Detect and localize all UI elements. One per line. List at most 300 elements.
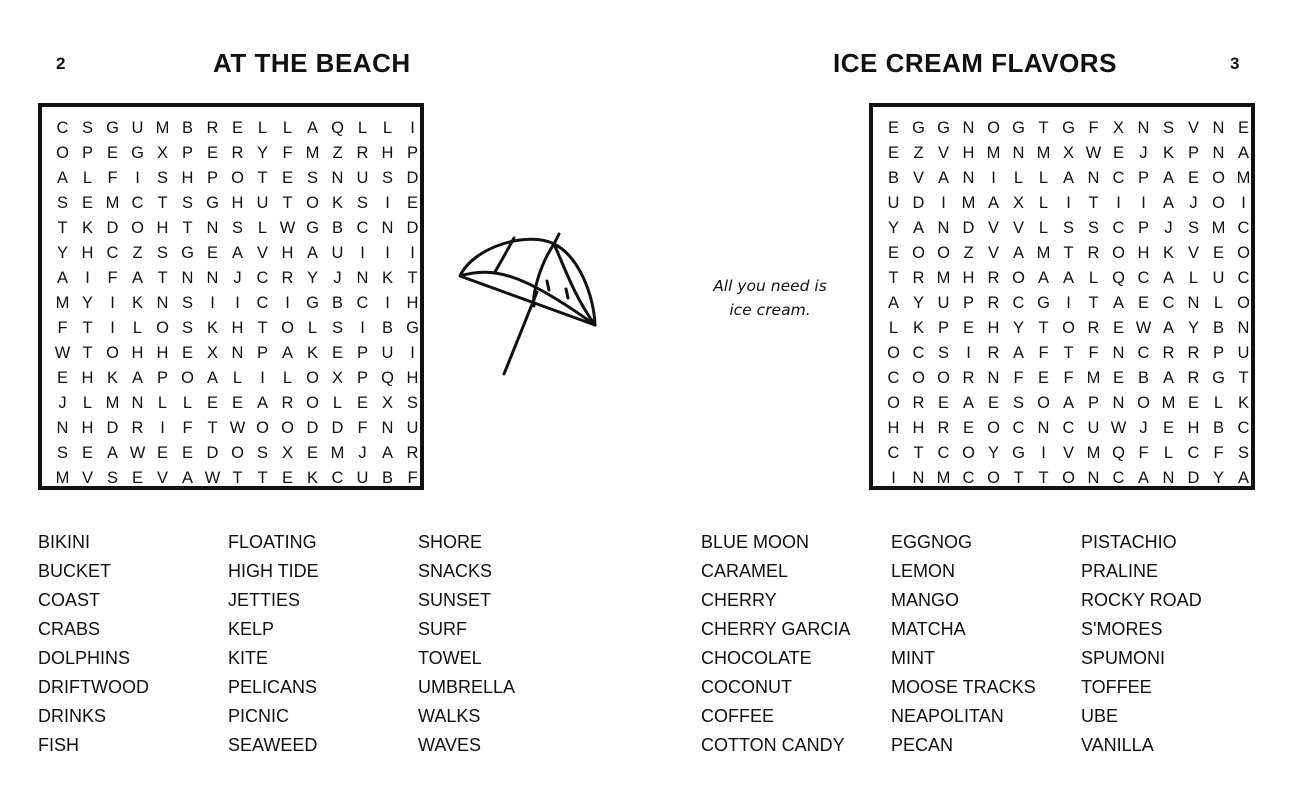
ice-cream-grid-letter: M [1211, 219, 1226, 237]
beach-grid-letter: A [56, 169, 68, 187]
beach-grid-letter: A [381, 444, 393, 462]
ice-cream-grid-letter: Y [887, 219, 899, 237]
ice-cream-grid-letter: O [1212, 194, 1225, 212]
ice-cream-word-list-item: CARAMEL [701, 561, 789, 581]
ice-cream-grid-letter: T [1013, 469, 1024, 487]
ice-cream-word-list-item: COCONUT [701, 677, 792, 697]
beach-grid-letter: B [381, 319, 393, 337]
beach-grid-letter: H [381, 144, 394, 162]
beach-grid-letter: S [181, 294, 193, 312]
beach-grid-letter: Z [132, 244, 143, 262]
beach-grid-letter: J [233, 269, 242, 287]
beach-grid-letter: M [105, 194, 120, 212]
beach-grid-letter: I [235, 294, 240, 312]
ice-cream-grid-letter: A [962, 394, 974, 412]
ice-cream-grid-letter: S [1087, 219, 1099, 237]
beach-grid-letter: N [206, 219, 219, 237]
beach-word-list-item: DOLPHINS [38, 648, 131, 668]
ice-cream-grid-letter: I [991, 169, 996, 187]
ice-cream-grid-letter: K [1237, 394, 1249, 412]
ice-cream-grid-letter: C [887, 444, 900, 462]
ice-cream-grid-letter: U [1087, 419, 1100, 437]
ice-cream-grid-letter: L [1038, 219, 1049, 237]
ice-cream-grid-letter: A [1237, 144, 1249, 162]
beach-grid-letter: T [157, 194, 168, 212]
beach-grid-letter: B [331, 219, 343, 237]
ice-cream-grid-letter: W [1110, 419, 1127, 437]
beach-grid-letter: L [257, 219, 268, 237]
ice-cream-grid-letter: M [1036, 144, 1051, 162]
beach-grid-letter: H [81, 244, 94, 262]
ice-cream-grid-letter: C [1137, 269, 1150, 287]
ice-cream-grid-letter: P [1087, 394, 1099, 412]
beach-grid-letter: B [381, 469, 393, 487]
ice-cream-grid-letter: R [1162, 344, 1175, 362]
beach-grid-letter: K [206, 319, 218, 337]
beach-grid-letter: V [81, 469, 93, 487]
ice-cream-grid-letter: O [1212, 169, 1225, 187]
beach-word-list-item: DRIFTWOOD [38, 677, 149, 697]
ice-cream-grid-letter: P [1187, 144, 1199, 162]
ice-cream-grid-letter: O [912, 244, 925, 262]
ice-cream-grid-letter: A [1162, 194, 1174, 212]
beach-grid-letter: I [110, 294, 115, 312]
beach-grid-letter: O [306, 194, 319, 212]
ice-cream-grid-letter: P [937, 319, 949, 337]
beach-grid-letter: U [381, 344, 394, 362]
ice-cream-grid-letter: R [1087, 244, 1100, 262]
beach-grid-letter: O [131, 219, 144, 237]
beach-grid-letter: E [206, 394, 218, 412]
beach-grid-letter: T [257, 169, 268, 187]
beach-grid-letter: I [260, 369, 265, 387]
beach-grid-letter: N [181, 269, 194, 287]
ice-cream-grid-letter: E [887, 119, 899, 137]
beach-grid-letter: O [281, 419, 294, 437]
ice-cream-grid-letter: C [1112, 169, 1125, 187]
beach-word-list-item: COAST [38, 590, 101, 610]
ice-cream-word-list-item: ROCKY ROAD [1081, 590, 1202, 610]
beach-grid-letter: T [207, 419, 218, 437]
ice-cream-grid-letter: E [987, 394, 999, 412]
ice-cream-grid-letter: E [1187, 169, 1199, 187]
ice-cream-grid-letter: O [1062, 319, 1075, 337]
ice-cream-grid-letter: A [1162, 369, 1174, 387]
ice-cream-grid-letter: F [1038, 344, 1049, 362]
ice-cream-grid-letter: B [1212, 419, 1224, 437]
beach-grid-letter: Q [381, 369, 394, 387]
beach-grid-letter: H [181, 169, 194, 187]
beach-grid-letter: A [56, 269, 68, 287]
beach-grid-letter: T [82, 319, 93, 337]
beach-grid-letter: K [306, 344, 318, 362]
beach-grid-letter: P [181, 144, 193, 162]
beach-grid-letter: E [181, 344, 193, 362]
ice-cream-grid-letter: E [887, 144, 899, 162]
ice-cream-grid-letter: N [1212, 144, 1225, 162]
beach-grid-letter: S [156, 169, 168, 187]
beach-grid-letter: E [81, 444, 93, 462]
left-page-number: 2 [56, 54, 66, 73]
beach-grid-letter: K [381, 269, 393, 287]
beach-grid-letter: L [132, 319, 143, 337]
beach-grid-letter: O [156, 319, 169, 337]
ice-cream-grid-letter: O [1237, 294, 1250, 312]
ice-cream-grid-letter: R [987, 344, 1000, 362]
beach-word-list-item: UMBRELLA [418, 677, 516, 697]
ice-cream-grid-letter: A [1162, 319, 1174, 337]
ice-cream-grid-letter: F [1063, 369, 1074, 387]
beach-grid-letter: W [54, 344, 71, 362]
ice-cream-grid-letter: C [1237, 219, 1250, 237]
beach-grid-letter: V [156, 469, 168, 487]
ice-cream-grid-letter: F [1013, 369, 1024, 387]
beach-grid-letter: L [182, 394, 193, 412]
beach-grid-letter: F [57, 319, 68, 337]
beach-grid-letter: S [181, 194, 193, 212]
beach-grid-letter: A [306, 119, 318, 137]
beach-grid-letter: Y [81, 294, 93, 312]
beach-grid-letter: P [406, 144, 418, 162]
beach-grid-letter: U [406, 419, 419, 437]
beach-grid-letter: D [106, 419, 119, 437]
ice-cream-word-list-item: MINT [891, 648, 935, 668]
ice-cream-grid-letter: B [887, 169, 899, 187]
beach-grid-letter: E [356, 394, 368, 412]
ice-cream-grid-letter: N [937, 219, 950, 237]
ice-cream-word-list-item: PECAN [891, 735, 954, 755]
ice-cream-grid-letter: M [1236, 169, 1251, 187]
beach-grid-letter: C [256, 294, 269, 312]
ice-cream-grid-letter: W [1135, 319, 1152, 337]
ice-cream-grid-letter: A [1162, 269, 1174, 287]
ice-cream-grid-letter: M [1086, 444, 1101, 462]
beach-grid-letter: K [106, 369, 118, 387]
beach-grid-letter: W [129, 444, 146, 462]
ice-cream-grid-letter: A [887, 294, 899, 312]
beach-word-list-item: TOWEL [418, 648, 482, 668]
beach-grid-letter: X [381, 394, 393, 412]
beach-word-list-item: WALKS [418, 706, 481, 726]
beach-grid-letter: T [157, 269, 168, 287]
ice-cream-grid-letter: H [887, 419, 900, 437]
beach-grid-letter: G [406, 319, 419, 337]
ice-cream-grid-letter: S [1012, 394, 1024, 412]
ice-cream-grid-letter: V [912, 169, 924, 187]
ice-cream-grid-letter: A [1237, 469, 1249, 487]
ice-cream-grid-letter: N [1112, 394, 1125, 412]
beach-grid-letter: O [306, 394, 319, 412]
beach-grid-letter: D [406, 219, 419, 237]
beach-grid-letter: R [356, 144, 369, 162]
ice-cream-grid-letter: N [962, 169, 975, 187]
ice-cream-grid-letter: E [937, 394, 949, 412]
ice-cream-grid-letter: N [987, 369, 1000, 387]
beach-grid-letter: L [257, 119, 268, 137]
ice-cream-grid-letter: A [1062, 169, 1074, 187]
ice-cream-word-list-item: MATCHA [891, 619, 966, 639]
ice-cream-grid-letter: O [887, 394, 900, 412]
beach-grid-letter: Y [306, 269, 318, 287]
beach-grid-letter: Y [56, 244, 68, 262]
beach-grid-letter: I [410, 119, 415, 137]
ice-cream-grid-letter: E [1237, 119, 1249, 137]
ice-cream-grid-letter: N [1087, 469, 1100, 487]
ice-cream-grid-letter: N [1137, 119, 1150, 137]
ice-cream-grid-letter: P [962, 294, 974, 312]
ice-cream-grid-letter: S [1062, 219, 1074, 237]
ice-cream-grid-letter: U [887, 194, 900, 212]
ice-cream-grid-letter: G [1062, 119, 1075, 137]
ice-cream-word-list-item: S'MORES [1081, 619, 1163, 639]
beach-grid-letter: G [306, 219, 319, 237]
beach-grid-letter: T [257, 469, 268, 487]
beach-grid-letter: S [256, 444, 268, 462]
ice-cream-grid-letter: X [1012, 194, 1024, 212]
beach-grid-letter: I [210, 294, 215, 312]
ice-cream-grid-letter: J [1164, 219, 1173, 237]
beach-grid-letter: G [131, 144, 144, 162]
ice-cream-word-list-item: CHERRY GARCIA [701, 619, 851, 639]
ice-cream-grid-letter: O [987, 419, 1000, 437]
ice-cream-grid-letter: N [1162, 469, 1175, 487]
ice-cream-word-list-item: CHERRY [701, 590, 777, 610]
beach-word-list-item: PELICANS [228, 677, 318, 697]
ice-cream-grid-letter: T [1038, 119, 1049, 137]
beach-grid-letter: C [56, 119, 69, 137]
beach-grid-letter: H [81, 369, 94, 387]
ice-cream-grid-letter: G [912, 119, 925, 137]
ice-cream-grid-letter: N [1212, 119, 1225, 137]
beach-grid-letter: L [82, 169, 93, 187]
ice-cream-grid-letter: R [937, 419, 950, 437]
ice-cream-grid-letter: M [936, 469, 951, 487]
beach-grid-letter: D [206, 444, 219, 462]
beach-grid-letter: R [406, 444, 419, 462]
beach-grid-letter: U [131, 119, 144, 137]
ice-cream-grid-letter: R [1187, 344, 1200, 362]
ice-cream-grid-letter: G [1012, 119, 1025, 137]
beach-grid-letter: N [381, 219, 394, 237]
ice-cream-grid-letter: H [1187, 419, 1200, 437]
beach-grid-letter: Z [332, 144, 343, 162]
beach-grid-letter: A [256, 394, 268, 412]
beach-grid-letter: I [160, 419, 165, 437]
ice-cream-grid-letter: F [1213, 444, 1224, 462]
ice-cream-grid-letter: G [937, 119, 950, 137]
ice-cream-grid-letter: J [1139, 144, 1148, 162]
ice-cream-grid-letter: I [1066, 194, 1071, 212]
ice-cream-grid-letter: O [1062, 469, 1075, 487]
ice-cream-grid-letter: L [1038, 169, 1049, 187]
ice-cream-grid-letter: H [1137, 244, 1150, 262]
beach-grid-letter: E [81, 194, 93, 212]
beach-grid-letter: M [305, 144, 320, 162]
beach-grid-letter: H [406, 369, 419, 387]
ice-cream-grid-letter: K [912, 319, 924, 337]
ice-cream-grid-letter: N [1037, 419, 1050, 437]
ice-cream-grid-letter: E [962, 419, 974, 437]
ice-cream-grid-letter: X [1112, 119, 1124, 137]
beach-grid-letter: E [281, 169, 293, 187]
ice-cream-grid-letter: O [987, 469, 1000, 487]
ice-cream-word-list-item: UBE [1081, 706, 1119, 726]
ice-cream-grid-letter: L [1163, 444, 1174, 462]
beach-grid-letter: I [410, 244, 415, 262]
ice-cream-grid-letter: H [962, 144, 975, 162]
beach-grid-letter: K [306, 469, 318, 487]
beach-grid-letter: G [206, 194, 219, 212]
ice-cream-grid-letter: V [987, 219, 999, 237]
ice-cream-grid-letter: L [1088, 269, 1099, 287]
ice-cream-grid-letter: A [1112, 294, 1124, 312]
beach-grid-letter: O [256, 419, 269, 437]
ice-cream-grid-letter: R [1087, 319, 1100, 337]
ice-cream-grid-letter: I [1116, 194, 1121, 212]
ice-cream-grid-letter: O [912, 369, 925, 387]
beach-grid-letter: F [357, 419, 368, 437]
ice-cream-grid-letter: A [937, 169, 949, 187]
ice-cream-grid-letter: A [1012, 344, 1024, 362]
ice-cream-grid-letter: S [1187, 219, 1199, 237]
ice-cream-grid-letter: B [1212, 319, 1224, 337]
beach-grid-letter: N [231, 344, 244, 362]
beach-grid-letter: E [156, 444, 168, 462]
ice-cream-grid-letter: J [1189, 194, 1198, 212]
beach-grid-letter: S [406, 394, 418, 412]
ice-cream-grid-letter: Q [1112, 444, 1125, 462]
ice-cream-grid-letter: C [1237, 419, 1250, 437]
beach-grid-letter: E [131, 469, 143, 487]
beach-grid-letter: I [135, 169, 140, 187]
ice-cream-grid-letter: E [1112, 369, 1124, 387]
beach-grid-letter: B [331, 294, 343, 312]
beach-grid-letter: I [85, 269, 90, 287]
ice-cream-grid-letter: W [1085, 144, 1102, 162]
beach-grid-letter: C [256, 269, 269, 287]
ice-cream-grid-letter: T [888, 269, 899, 287]
ice-cream-grid-letter: M [1161, 394, 1176, 412]
ice-cream-grid-letter: E [1187, 394, 1199, 412]
ice-cream-grid-letter: H [962, 269, 975, 287]
beach-grid-letter: I [360, 319, 365, 337]
beach-grid-letter: O [106, 344, 119, 362]
ice-cream-grid-letter: Y [987, 444, 999, 462]
beach-grid-letter: D [306, 419, 319, 437]
ice-cream-grid-letter: O [987, 119, 1000, 137]
beach-grid-letter: E [331, 344, 343, 362]
beach-grid-letter: D [406, 169, 419, 187]
ice-cream-grid-letter: O [962, 444, 975, 462]
ice-cream-grid-letter: V [937, 144, 949, 162]
beach-grid-letter: E [106, 144, 118, 162]
ice-cream-word-list-item: PRALINE [1081, 561, 1159, 581]
ice-cream-grid-letter: O [937, 244, 950, 262]
ice-cream-grid-letter: U [1212, 269, 1225, 287]
ice-cream-grid-letter: C [937, 444, 950, 462]
ice-cream-grid-letter: V [1187, 244, 1199, 262]
beach-grid-letter: A [181, 469, 193, 487]
ice-cream-grid-letter: D [962, 219, 975, 237]
ice-cream-grid-letter: E [1112, 319, 1124, 337]
beach-word-list-item: BUCKET [38, 561, 112, 581]
beach-grid-letter: H [156, 344, 169, 362]
beach-grid-letter: H [81, 419, 94, 437]
beach-grid-letter: C [131, 194, 144, 212]
beach-grid-letter: P [256, 344, 268, 362]
ice-cream-grid-letter: E [887, 244, 899, 262]
beach-word-search-grid [38, 103, 424, 490]
beach-grid-letter: F [107, 269, 118, 287]
beach-grid-letter: G [106, 119, 119, 137]
beach-grid-letter: L [82, 394, 93, 412]
ice-cream-grid-letter: H [987, 319, 1000, 337]
beach-grid-letter: A [131, 269, 143, 287]
ice-cream-grid-letter: L [1188, 269, 1199, 287]
ice-cream-grid-letter: F [1088, 344, 1099, 362]
ice-cream-grid-letter: N [1012, 144, 1025, 162]
beach-grid-letter: L [282, 369, 293, 387]
umbrella-icon [454, 226, 604, 386]
beach-grid-letter: H [231, 194, 244, 212]
beach-grid-letter: V [256, 244, 268, 262]
beach-word-list-item: SEAWEED [228, 735, 318, 755]
beach-grid-letter: G [306, 294, 319, 312]
beach-grid-letter: S [56, 194, 68, 212]
ice-cream-grid-letter: O [1237, 244, 1250, 262]
ice-cream-grid-letter: I [891, 469, 896, 487]
ice-cream-grid-letter: T [913, 444, 924, 462]
beach-grid-letter: L [382, 119, 393, 137]
ice-cream-grid-letter: V [1062, 444, 1074, 462]
beach-word-list-item: FLOATING [228, 532, 317, 552]
beach-grid-letter: C [356, 219, 369, 237]
ice-cream-grid-letter: Q [1112, 269, 1125, 287]
ice-cream-grid-letter: C [1162, 294, 1175, 312]
beach-grid-letter: I [110, 319, 115, 337]
beach-grid-letter: J [358, 444, 367, 462]
ice-cream-grid-letter: A [1162, 169, 1174, 187]
beach-grid-letter: O [231, 444, 244, 462]
beach-grid-letter: R [131, 419, 144, 437]
ice-cream-grid-letter: V [1012, 219, 1024, 237]
beach-grid-letter: B [181, 119, 193, 137]
ice-cream-grid-letter: R [962, 369, 975, 387]
beach-grid-letter: E [306, 444, 318, 462]
beach-word-list-item: KELP [228, 619, 275, 639]
beach-grid-letter: S [331, 319, 343, 337]
beach-grid-letter: C [331, 469, 344, 487]
ice-cream-grid-letter: V [1187, 119, 1199, 137]
beach-grid-letter: N [206, 269, 219, 287]
beach-grid-letter: U [356, 169, 369, 187]
beach-grid-letter: A [231, 244, 243, 262]
beach-grid-letter: O [306, 369, 319, 387]
ice-cream-grid-letter: Z [913, 144, 924, 162]
beach-grid-letter: E [206, 244, 218, 262]
ice-cream-grid-letter: Z [963, 244, 974, 262]
right-page-title: ICE CREAM FLAVORS [833, 48, 1117, 78]
ice-cream-grid-letter: C [1012, 419, 1025, 437]
note-line-1: All you need is [713, 277, 827, 295]
beach-grid-letter: H [131, 344, 144, 362]
ice-cream-grid-letter: M [1086, 369, 1101, 387]
ice-cream-word-list-item: SPUMONI [1081, 648, 1166, 668]
beach-grid-letter: N [156, 294, 169, 312]
beach-grid-letter: N [131, 394, 144, 412]
beach-grid-letter: A [206, 369, 218, 387]
ice-cream-grid-letter: O [1137, 394, 1150, 412]
